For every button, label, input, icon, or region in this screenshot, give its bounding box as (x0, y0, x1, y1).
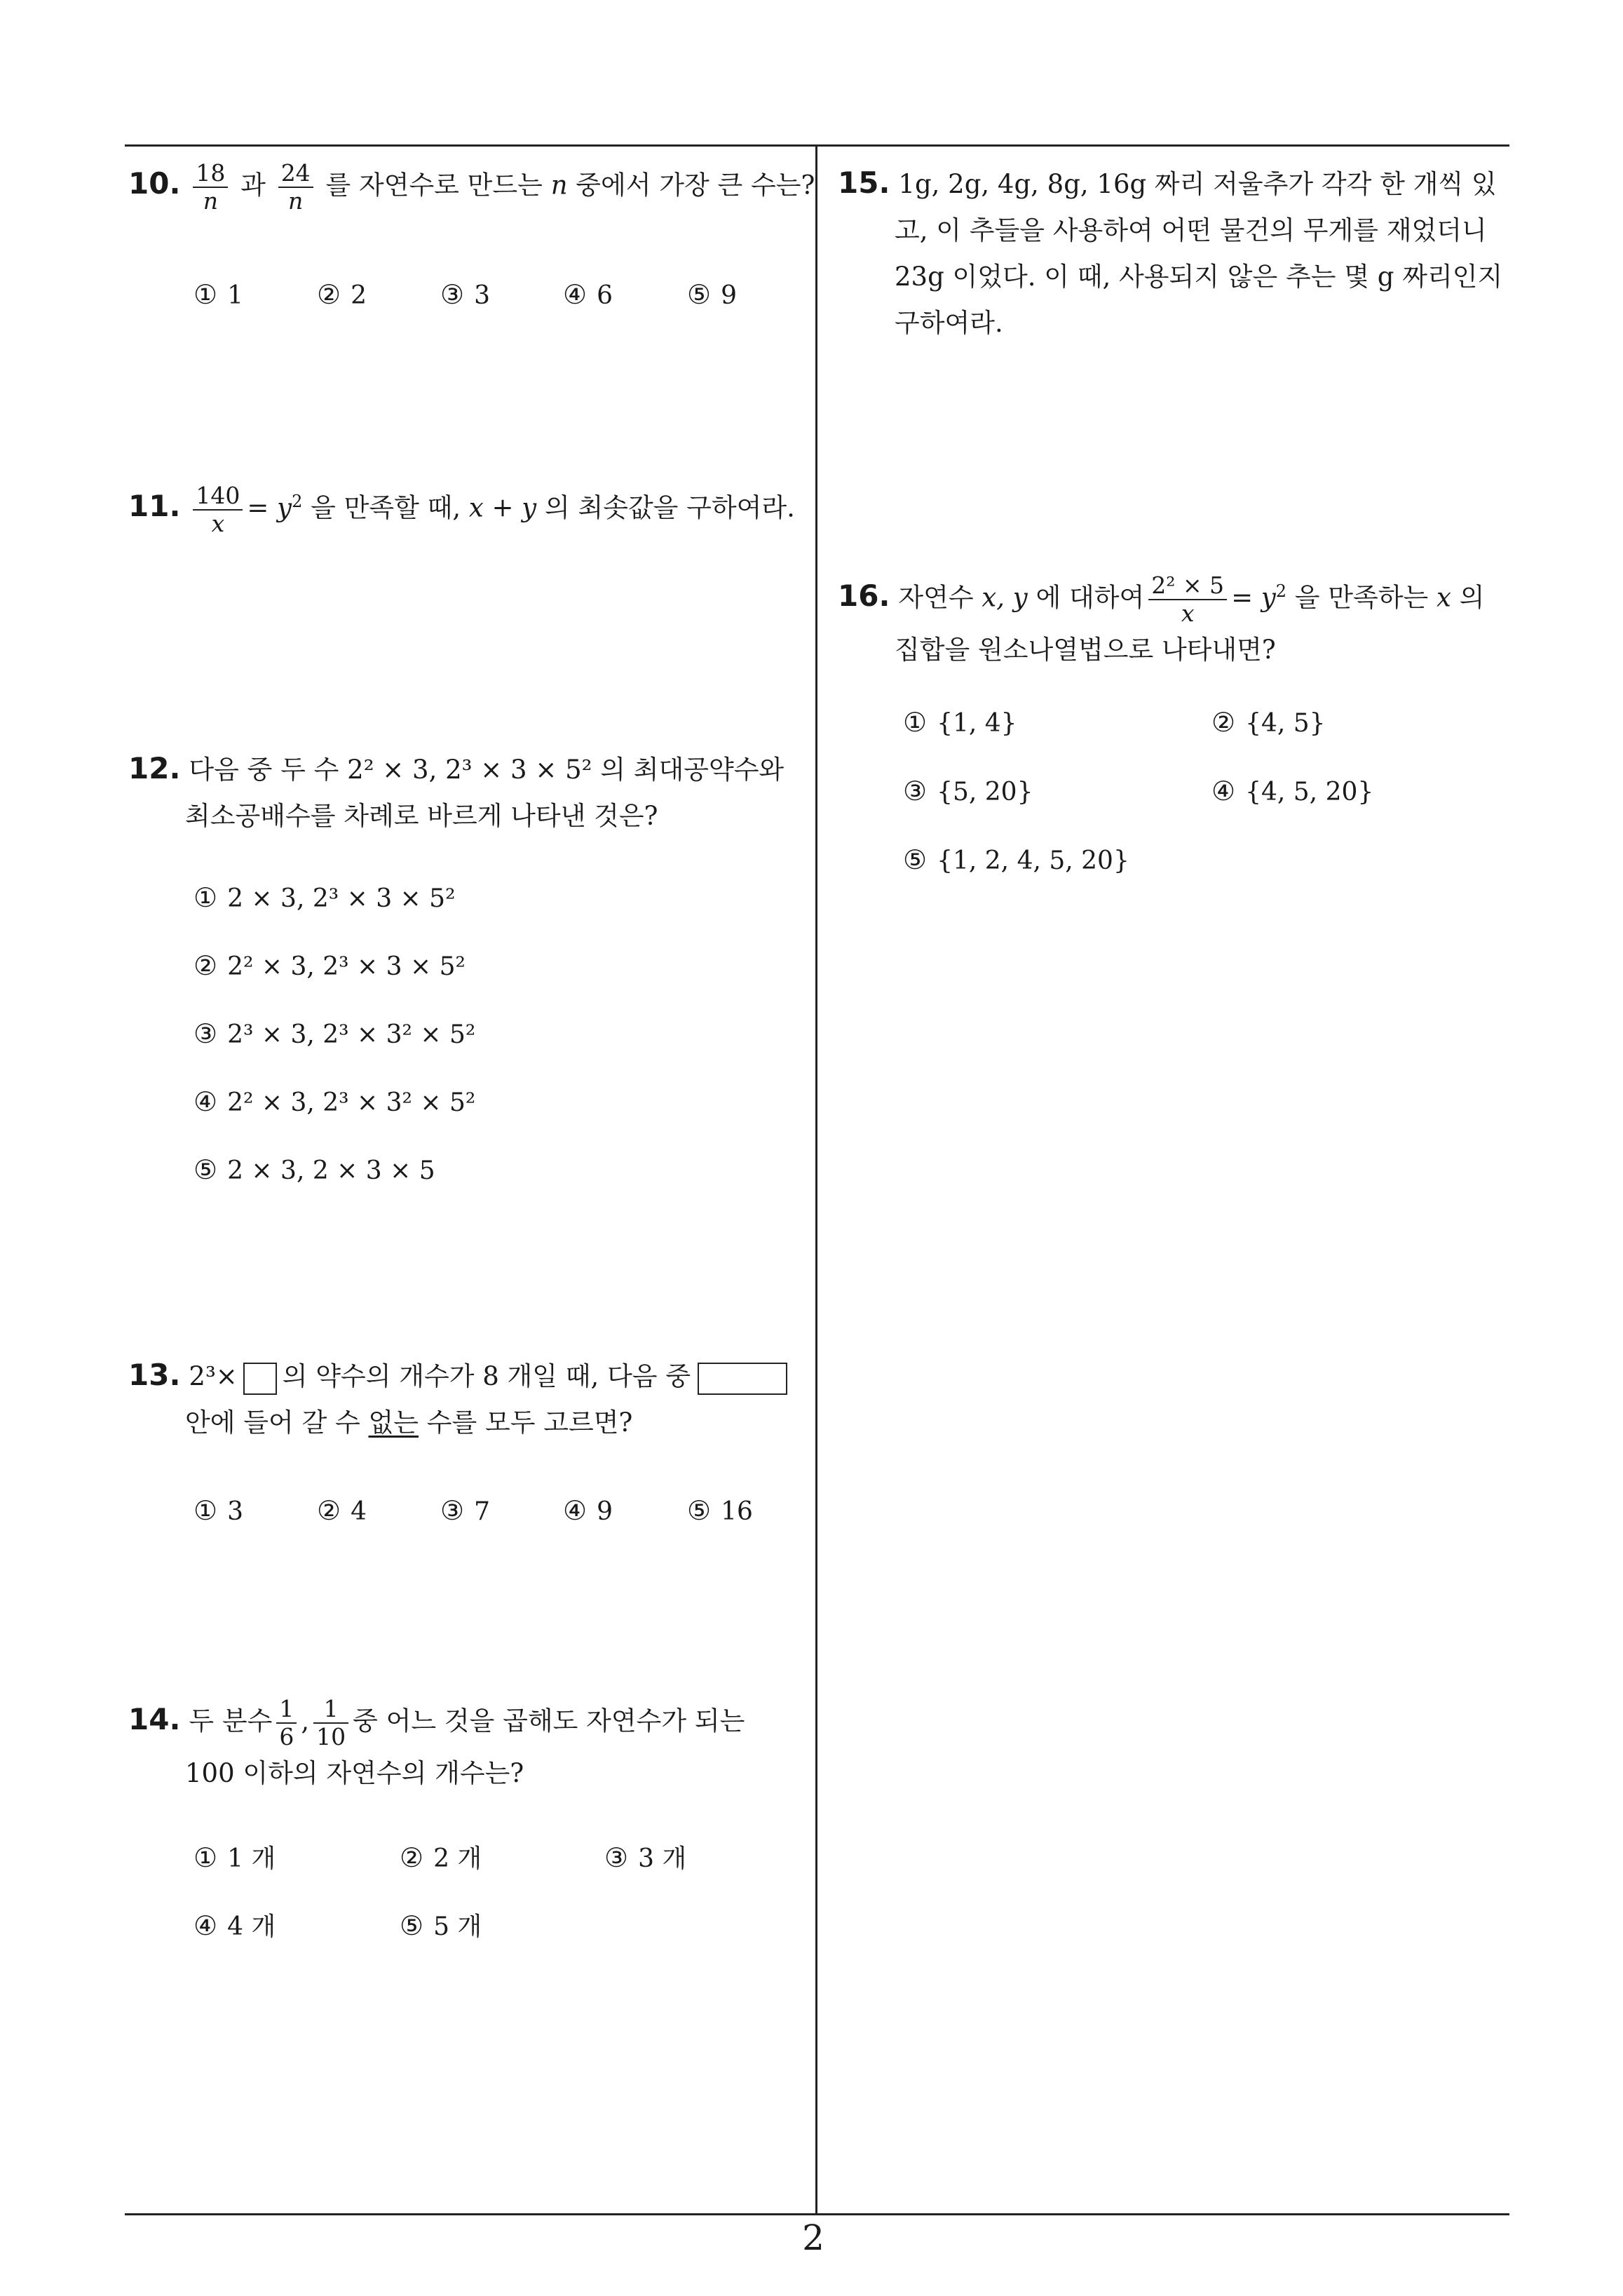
question-number: 16. (838, 579, 890, 614)
q13-choice-1[interactable]: ① 3 (193, 1495, 243, 1526)
q12-choice-5[interactable]: ⑤ 2 × 3, 2 × 3 × 5 (193, 1154, 435, 1185)
question-number: 15. (838, 166, 890, 200)
question-11: 11. $\frac{140}{x}$ = $y^2$ 을 만족할 때, x + y 의 최솟값을 구하여라. (128, 481, 795, 537)
fraction-24-n: $\frac{24}{n}$ (278, 160, 313, 215)
q16-choice-3[interactable]: ③ {5, 20} (903, 776, 1033, 806)
q13-choice-2[interactable]: ② 4 (317, 1495, 367, 1526)
q13-choice-3[interactable]: ③ 7 (440, 1495, 490, 1526)
question-number: 12. (128, 751, 181, 785)
q14-choice-3[interactable]: ③ 3 개 (604, 1842, 687, 1873)
fraction-4x5-over-x: $\frac{\text{2² × 5}}{x}$ (1148, 572, 1227, 627)
q14-choice-1[interactable]: ① 1 개 (193, 1842, 276, 1873)
q16-choice-1[interactable]: ① {1, 4} (903, 707, 1017, 738)
q13-choice-5[interactable]: ⑤ 16 (687, 1495, 753, 1526)
fraction-140-x: $\frac{140}{x}$ (193, 482, 243, 537)
question-10: 10. $\frac{18}{n}$ 과 $\frac{24}{n}$ 를 자연수로 만드는 n 중에서 가장 큰 수는? (128, 159, 815, 215)
bottom-rule (125, 2213, 1509, 2215)
question-14: 14. 두 분수 $\frac{1}{6}$ , $\frac{1}{10}$ 중 어느 것을 곱해도 자연수가 되는 100 이하의 자연수의 개수는? (128, 1695, 745, 1788)
fraction-1-10: $\frac{1}{10}$ (313, 1696, 348, 1750)
q12-choice-3[interactable]: ③ 2³ × 3, 2³ × 3² × 5² (193, 1018, 476, 1049)
q12-choice-4[interactable]: ④ 2² × 3, 2³ × 3² × 5² (193, 1086, 476, 1117)
q12-choice-2[interactable]: ② 2² × 3, 2³ × 3 × 5² (193, 950, 466, 981)
q13-choice-4[interactable]: ④ 9 (563, 1495, 613, 1526)
q14-choice-4[interactable]: ④ 4 개 (193, 1910, 276, 1941)
q10-choice-4[interactable]: ④ 6 (563, 279, 613, 310)
q10-choice-1[interactable]: ① 1 (193, 279, 243, 310)
page-number: 2 (802, 2217, 824, 2258)
question-12: 12. 다음 중 두 수 2² × 3, 2³ × 3 × 5² 의 최대공약수와 최소공배수를 차례로 바르게 나타낸 것은? (128, 751, 785, 831)
q10-choice-2[interactable]: ② 2 (317, 279, 367, 310)
fraction-18-n: $\frac{18}{n}$ (193, 160, 228, 215)
q16-choice-5[interactable]: ⑤ {1, 2, 4, 5, 20} (903, 844, 1129, 875)
question-16: 16. 자연수 x, y 에 대하여 $\frac{\text{2² × 5}}{x}$ = $y^2$ 을 만족하는 x 의 집합을 원소나열법으로 나타내면? (838, 571, 1485, 665)
question-15: 15. 1g, 2g, 4g, 8g, 16g 짜리 저울추가 각각 한 개씩 있 고, 이 추들을 사용하여 어떤 물건의 무게를 재었더니 23g 이었다. 이 때, 사용되지 않은 추는 몇 g 짜리인지 구하여라. (838, 166, 1503, 338)
q10-choice-3[interactable]: ③ 3 (440, 279, 490, 310)
question-number: 10. (128, 166, 181, 201)
question-number: 14. (128, 1702, 181, 1737)
blank-box-large (698, 1363, 787, 1395)
column-divider (815, 146, 817, 2215)
question-number: 11. (128, 489, 181, 524)
question-13: 13. 2³× 의 약수의 개수가 8 개일 때, 다음 중 안에 들어 갈 수 없는 수를 모두 고르면? (128, 1352, 787, 1446)
q14-choice-2[interactable]: ② 2 개 (400, 1842, 482, 1873)
question-number: 13. (128, 1358, 181, 1392)
q16-choice-2[interactable]: ② {4, 5} (1211, 707, 1326, 738)
fraction-1-6: $\frac{1}{6}$ (276, 1696, 297, 1750)
q12-choice-1[interactable]: ① 2 × 3, 2³ × 3 × 5² (193, 882, 456, 913)
underlined-word: 없는 (368, 1407, 419, 1438)
blank-box-small (243, 1363, 277, 1395)
q16-choice-4[interactable]: ④ {4, 5, 20} (1211, 776, 1374, 806)
q14-choice-5[interactable]: ⑤ 5 개 (400, 1910, 482, 1941)
q10-choice-5[interactable]: ⑤ 9 (687, 279, 737, 310)
